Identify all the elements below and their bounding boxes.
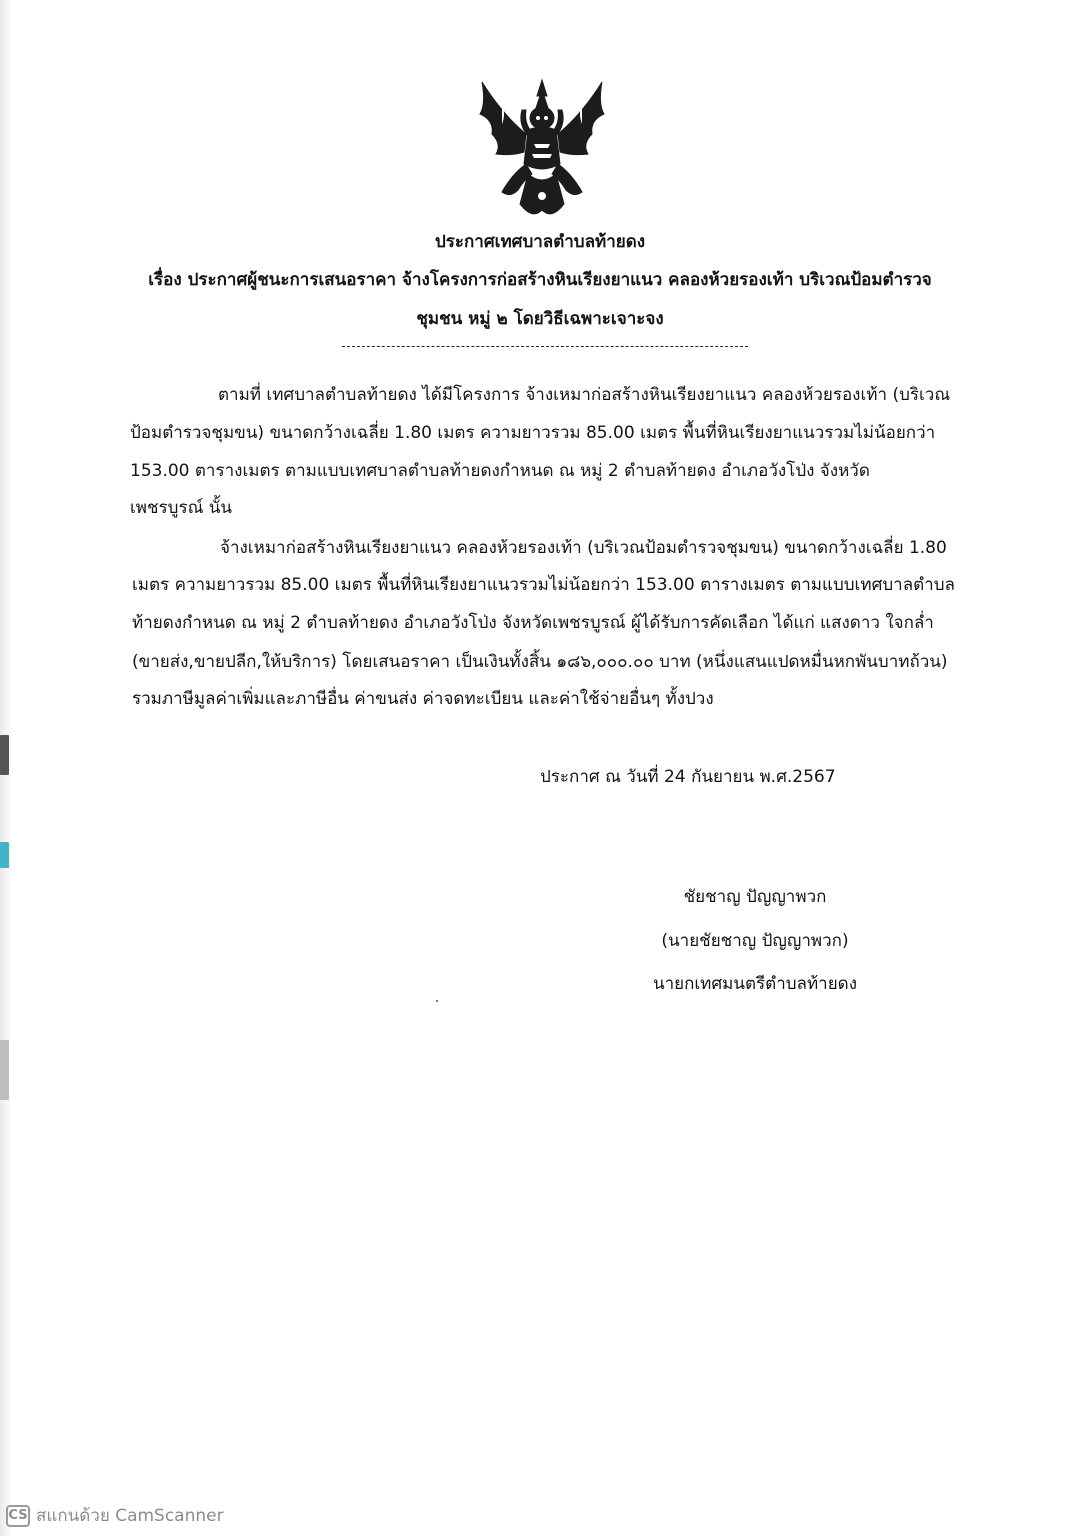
paragraph-2-line-2: เมตร ความยาวรวม 85.00 เมตร พื้นที่หินเรียงยาแนวรวมไม่น้อยกว่า 153.00 ตารางเมตร ตามแบบเทศบาลตำบล: [132, 575, 955, 595]
camscanner-watermark: [6, 1502, 224, 1529]
camscanner-logo-icon: CS: [6, 1505, 30, 1527]
paragraph-1-line-2: ป้อมตำรวจชุมขน) ขนาดกว้างเฉลี่ย 1.80 เมตร ความยาวรวม 85.00 เมตร พื้นที่หินเรียงยาแนวรวมไม่น้อยกว่า: [130, 423, 936, 443]
paragraph-1-line-1: ตามที่ เทศบาลตำบลท้ายดง ได้มีโครงการ จ้างเหมาก่อสร้างหินเรียงยาแนว คลองห้วยรองเท้า (บริเวณ: [218, 385, 951, 405]
signature-position: นายกเทศมนตรีตำบลท้ายดง: [652, 974, 858, 994]
announcement-title: ประกาศเทศบาลตำบลท้ายดง: [434, 232, 646, 252]
subject-line-1: เรื่อง ประกาศผู้ชนะการเสนอราคา จ้างโครงการก่อสร้างหินเรียงยาแนว คลองห้วยรองเท้า บริเวณป้อมตำรวจ: [148, 270, 932, 290]
garuda-emblem-icon: [472, 74, 612, 224]
paragraph-2-line-4: (ขายส่ง,ขายปลีก,ให้บริการ) โดยเสนอราคา เป็นเงินทั้งสิ้น ๑๘๖,๐๐๐.๐๐ บาท (หนึ่งแสนแปดหมื่นหกพันบาทถ้วน): [132, 652, 948, 672]
dashed-divider: [342, 346, 748, 347]
signature-name: ชัยชาญ ปัญญาพวก: [683, 887, 827, 907]
scan-speck: [436, 1000, 438, 1002]
paragraph-2-line-5: รวมภาษีมูลค่าเพิ่มและภาษีอื่น ค่าขนส่ง ค่าจดทะเบียน และค่าใช้จ่ายอื่นๆ ทั้งปวง: [132, 689, 714, 709]
paragraph-1-line-4: เพชรบูรณ์ นั้น: [130, 498, 233, 518]
signature-printed-name: (นายชัยชาญ ปัญญาพวก): [661, 931, 849, 951]
camscanner-label: สแกนด้วย CamScanner: [36, 1506, 224, 1526]
paragraph-2-line-3: ท้ายดงกำหนด ณ หมู่ 2 ตำบลท้ายดง อำเภอวังโป่ง จังหวัดเพชรบูรณ์ ผู้ได้รับการคัดเลือก ได้แก่ แสงดาว ใจกล่ำ: [132, 613, 934, 633]
subject-line-2: ชุมชน หมู่ ๒ โดยวิธีเฉพาะเจาะจง: [416, 309, 664, 329]
paragraph-2-line-1: จ้างเหมาก่อสร้างหินเรียงยาแนว คลองห้วยรองเท้า (บริเวณป้อมตำรวจชุมขน) ขนาดกว้างเฉลี่ย 1.80: [220, 538, 947, 558]
announce-date: ประกาศ ณ วันที่ 24 กันยายน พ.ศ.2567: [540, 767, 836, 787]
paragraph-1-line-3: 153.00 ตารางเมตร ตามแบบเทศบาลตำบลท้ายดงกำหนด ณ หมู่ 2 ตำบลท้ายดง อำเภอวังโป่ง จังหวัด: [130, 461, 870, 481]
